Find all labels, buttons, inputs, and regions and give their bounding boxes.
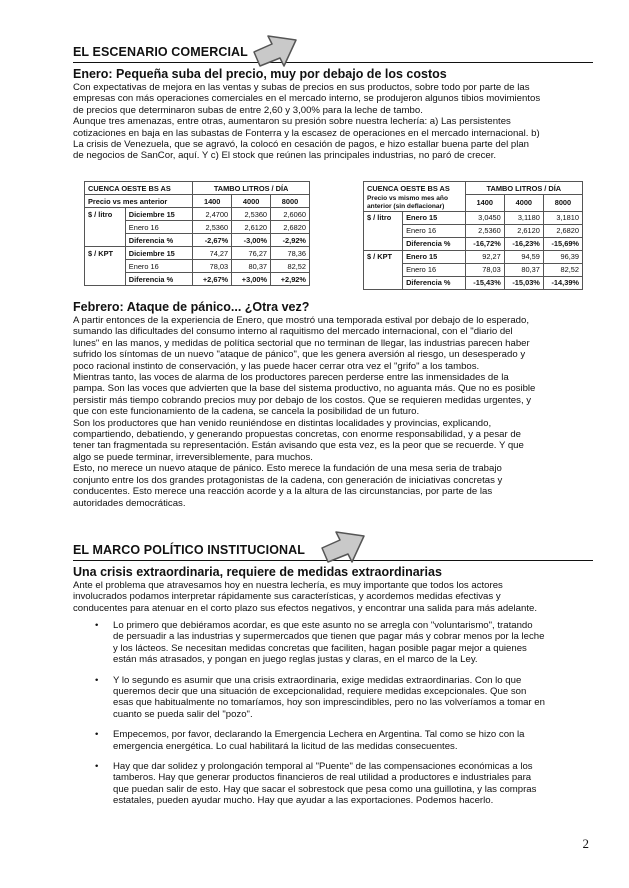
row-label: Enero 16: [403, 263, 466, 276]
text-line: que con este funcionamiento de la cadena, se cancela la posibilidad de un futuro.: [73, 406, 420, 418]
table-row: [85, 234, 310, 247]
row-label: Enero 15: [403, 250, 466, 263]
row-label: Diferencia %: [125, 234, 192, 247]
text-line: sufrido los síntomas de un nuevo "ataque de pánico", que les genera aversión al riesgo, un desesperado y: [73, 349, 526, 361]
right-arrow-icon: [318, 526, 368, 566]
row-label: Diferencia %: [403, 276, 466, 289]
row-label: Diciembre 15: [125, 208, 192, 221]
unit-label: $ / litro: [364, 211, 403, 224]
table-cell: -16,23%: [504, 237, 543, 250]
text-line: tener tan fragmentada su representación. Están avisando que esta vez, es la peor que se recuerde. Y que: [73, 440, 524, 452]
text-line: Mientras tanto, las voces de alarma de los productores parecen perderse entre las inmensidades de la: [73, 372, 509, 384]
table-row: [85, 260, 310, 273]
section-title: EL ESCENARIO COMERCIAL: [73, 45, 248, 59]
bullet-icon: •: [95, 674, 99, 686]
section-title: EL MARCO POLÍTICO INSTITUCIONAL: [73, 543, 306, 557]
table-cell: +2,92%: [271, 273, 310, 286]
text-line: Hay que dar solidez y prolongación temporal al "Puente" de las compensaciones económicas a los: [113, 761, 533, 773]
text-line: conducentes. Esto merece una reacción acorde y a la altura de las circunstancias, por parte de las: [73, 486, 493, 498]
enero-heading: Enero: Pequeña suba del precio, muy por debajo de los costos: [73, 67, 447, 81]
table-row: [364, 211, 583, 224]
text-line: estatales, pueden ayudar mucho. Hay que ayudar a las exportaciones. Podemos hacerlo.: [113, 795, 494, 807]
text-line: Esto, no merece un nuevo ataque de pánico. Esto merece la fundación de una mesa seria de trabajo: [73, 463, 502, 475]
text-line: conjunto entre los dos grandes protagonistas de la cadena, con generación de iniciativas concretas y: [73, 474, 503, 486]
text-line: algo se puede terminar, irreversiblemente, para muchos.: [73, 451, 313, 463]
table-cell: -15,69%: [543, 237, 582, 250]
row-label: Diferencia %: [125, 273, 192, 286]
row-label: Enero 16: [403, 224, 466, 237]
row-label: Enero 16: [125, 221, 192, 234]
text-line: La crisis de Venezuela, que se agravó, la colocó en cesación de pagos, e hizo estallar buena parte del plan: [73, 139, 530, 151]
column-header: 8000: [543, 195, 582, 212]
table-cell: 80,37: [232, 260, 271, 273]
text-line: sumando las dificultades del consumo interno al raquitismo del mercado internacional, con el "diario del: [73, 326, 513, 338]
table-subtitle: [364, 195, 466, 212]
table-cell: 2,5360: [193, 221, 232, 234]
row-label: Diciembre 15: [125, 247, 192, 260]
table-row: [364, 263, 583, 276]
price-table-month: [84, 181, 310, 286]
bullet-icon: •: [95, 729, 99, 741]
bullet-icon: •: [95, 620, 99, 631]
febrero-paragraph: [73, 315, 593, 509]
list-item: [73, 620, 593, 666]
table-cell: 2,6120: [232, 221, 271, 234]
table-cell: -2,67%: [193, 234, 232, 247]
table-cell: 96,39: [543, 250, 582, 263]
text-line: lunes" en las manos, y medidas de política sectorial que no terminan de llegar, las industrias parecen haber: [73, 337, 530, 349]
table-group-header: TAMBO LITROS / DÍA: [193, 182, 310, 195]
list-item: [73, 675, 593, 721]
crisis-intro: [73, 580, 593, 614]
row-label: Enero 15: [403, 211, 466, 224]
table-cell: 74,27: [193, 247, 232, 260]
subtitle-line: anterior (sin deflacionar): [367, 202, 445, 210]
text-line: cotizaciones en baja en las subastas de Fonterra y la escasez de operaciones en el mercado internacional. b): [73, 127, 540, 139]
text-line: conducentes para atenuar en el corto plazo sus efectos negativos, y encontrar una salida para más adelante.: [73, 602, 537, 614]
table-row: [85, 221, 310, 234]
table-subtitle: Precio vs mes anterior: [85, 195, 193, 208]
table-cell: -14,39%: [543, 276, 582, 289]
crisis-heading: Una crisis extraordinaria, requiere de medidas extraordinarias: [73, 565, 442, 579]
column-header: 4000: [232, 195, 271, 208]
table-title: CUENCA OESTE BS AS: [85, 182, 193, 195]
section-rule: [73, 62, 593, 63]
table-cell: 2,6120: [504, 224, 543, 237]
text-line: poco racional instinto de conservación, y las puede hacer cerrar otra vez el "grifo" a los tambos.: [73, 360, 480, 372]
table-cell: 94,59: [504, 250, 543, 263]
price-table-year: [363, 181, 583, 290]
text-line: Ante el problema que atravesamos hoy en nuestra lechería, es muy importante que todos los actores: [73, 580, 503, 591]
bullet-icon: •: [95, 761, 99, 773]
text-line: A partir entonces de la experiencia de Enero, que mostró una temporada estival por debajo de lo esperado,: [73, 315, 529, 326]
text-line: Empecemos, por favor, declarando la Emergencia Lechera en Argentina. Tal como se hizo con la: [113, 729, 525, 741]
table-cell: 82,52: [271, 260, 310, 273]
text-line: tamberos. Hay que generar productos financieros de real utilidad a productores e industriales para: [113, 772, 532, 784]
text-line: y los lácteos. Se necesitan medidas concretas que faciliten, hagan posible pagar mejor a quienes: [113, 642, 527, 654]
column-header: 4000: [504, 195, 543, 212]
table-cell: 2,5360: [232, 208, 271, 221]
list-item: [73, 761, 593, 807]
list-item: [73, 729, 593, 752]
column-header: 1400: [465, 195, 504, 212]
text-line: de persuadir a las industrias y supermercados que tienen que pagar más y cobrar menos por la leche: [113, 631, 545, 643]
table-cell: 78,03: [193, 260, 232, 273]
table-cell: 3,1180: [504, 211, 543, 224]
table-cell: -2,92%: [271, 234, 310, 247]
table-cell: 80,37: [504, 263, 543, 276]
text-line: emergencia energética. Lo cual habilitará la licitud de las medidas consecuentes.: [113, 740, 458, 752]
text-line: Son los productores que han venido reuniéndose en distintas localidades y provincias, explicando,: [73, 417, 492, 429]
unit-label: $ / KPT: [85, 247, 126, 260]
table-cell: 2,5360: [465, 224, 504, 237]
table-cell: -16,72%: [465, 237, 504, 250]
table-row: [364, 276, 583, 289]
table-cell: +3,00%: [232, 273, 271, 286]
text-line: autoridades democráticas.: [73, 497, 186, 509]
table-cell: 78,03: [465, 263, 504, 276]
table-cell: 92,27: [465, 250, 504, 263]
text-line: Y lo segundo es asumir que una crisis extraordinaria, exige medidas extraordinarias. Con lo que: [113, 674, 522, 686]
table-cell: -15,03%: [504, 276, 543, 289]
table-cell: 78,36: [271, 247, 310, 260]
table-title: CUENCA OESTE BS AS: [364, 182, 466, 195]
table-row: [364, 237, 583, 250]
text-line: pampa. Son las voces que advierten que la base del sistema productivo, no aguanta más. Que no es posible: [73, 383, 536, 395]
text-line: compartiendo, debatiendo, y generando propuestas concretas, con enorme responsabilidad, y a pesar de: [73, 429, 521, 441]
table-row: [364, 250, 583, 263]
text-line: de negocios de SanCor, aquí. Y c) El stock que reúnen las principales industrias, no paró de crecer.: [73, 150, 497, 162]
page-number: 2: [582, 836, 589, 851]
text-line: persistir más tiempo cobrando precios muy por debajo de los costos. Que se requieren medidas urgentes, y: [73, 394, 532, 406]
table-cell: 82,52: [543, 263, 582, 276]
table-row: [85, 273, 310, 286]
section-header-escenario: [73, 42, 593, 64]
right-arrow-icon: [250, 30, 300, 70]
table-cell: 2,6820: [271, 221, 310, 234]
unit-label: $ / KPT: [364, 250, 403, 263]
text-line: están más atrasados, y pongan en juego reglas justas y claras, en el marco de la Ley.: [113, 654, 478, 666]
column-header: 8000: [271, 195, 310, 208]
text-line: esas que habitualmente no tomaríamos, hoy son imprescindibles, pero no las volveríamos a tomar en: [113, 697, 545, 709]
text-line: Con expectativas de mejora en las ventas y subas de precios en sus productos, sobre todo por parte de las: [73, 82, 530, 93]
table-cell: 2,4700: [193, 208, 232, 221]
table-row: [85, 208, 310, 221]
row-label: Diferencia %: [403, 237, 466, 250]
text-line: Lo primero que debiéramos acordar, es que este asunto no se arregla con "voluntarismo", tratando: [113, 620, 533, 631]
column-header: 1400: [193, 195, 232, 208]
table-group-header: TAMBO LITROS / DÍA: [465, 182, 582, 195]
text-line: empresas con más operaciones comerciales en el mercado interno, se produjeron algunos tibios movimientos: [73, 93, 541, 105]
table-cell: -15,43%: [465, 276, 504, 289]
text-line: queremos decir que una situación de excepcionalidad, requiere medidas excepcionales. Que son: [113, 686, 527, 698]
table-cell: 2,6820: [543, 224, 582, 237]
unit-label: $ / litro: [85, 208, 126, 221]
febrero-heading: Febrero: Ataque de pánico... ¿Otra vez?: [73, 300, 310, 314]
table-cell: +2,67%: [193, 273, 232, 286]
text-line: Aunque tres amenazas, entre otras, aumentaron su presión sobre nuestra lechería: a) Las persistentes: [73, 116, 511, 128]
table-cell: -3,00%: [232, 234, 271, 247]
measures-list: [73, 620, 593, 814]
row-label: Enero 16: [125, 260, 192, 273]
text-line: cuanto se pueda salir del "pozo".: [113, 708, 253, 720]
text-line: involucrados podamos interpretar rápidamente sus características, y acordemos medidas efectivas y: [73, 591, 501, 603]
text-line: de precios que determinaron subas de entre 2,60 y 3,00% para la leche de tambo.: [73, 104, 423, 116]
table-row: [85, 247, 310, 260]
enero-paragraph: [73, 82, 593, 162]
table-cell: 3,1810: [543, 211, 582, 224]
table-cell: 76,27: [232, 247, 271, 260]
text-line: que puedan salir de esto. Hay que sacar el sobrestock que pesa como una guillotina, y las compras: [113, 783, 537, 795]
table-row: [364, 224, 583, 237]
table-cell: 2,6060: [271, 208, 310, 221]
subtitle-line: Precio vs mismo mes año: [367, 194, 448, 202]
table-cell: 3,0450: [465, 211, 504, 224]
